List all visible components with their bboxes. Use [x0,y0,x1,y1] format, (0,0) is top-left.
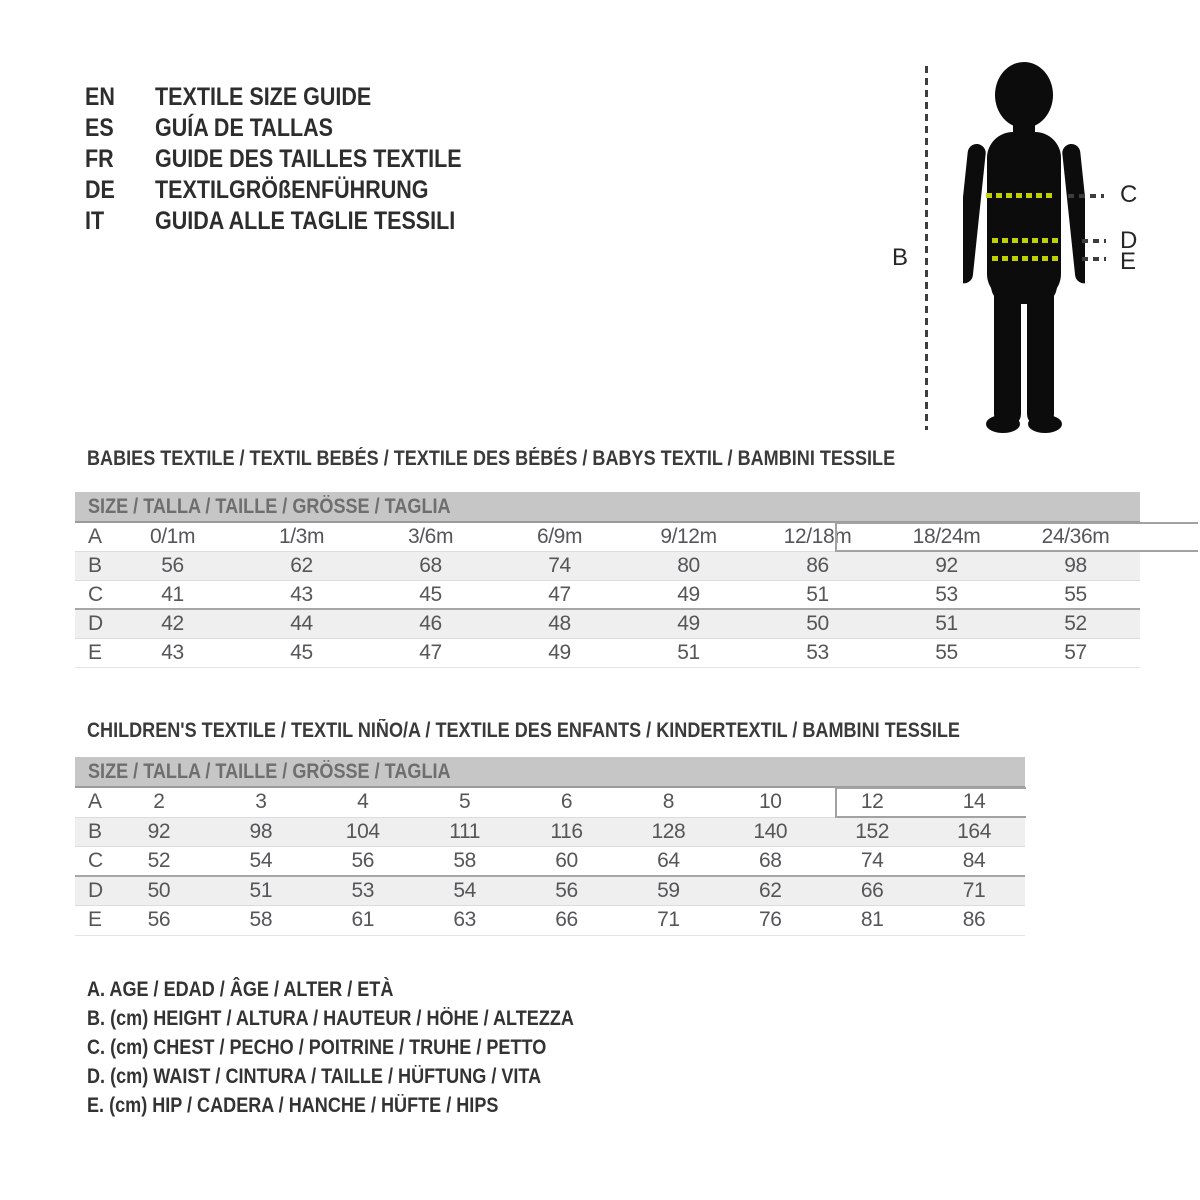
table-cell: 53 [806,641,829,664]
table-cell: 48 [548,612,571,635]
table-cell: 63 [453,908,476,932]
babies-section-title-text: BABIES TEXTILE / TEXTIL BEBÉS / TEXTILE DES BÉBÉS / BABYS TEXTIL / BAMBINI TESSILE [87,447,896,470]
table-cell: 43 [290,582,313,606]
table-cell: 56 [161,554,184,577]
table-cell: 45 [290,641,313,664]
table-cell: 68 [419,554,442,577]
language-title: GUIDA ALLE TAGLIE TESSILI [155,207,456,235]
table-cell: 68 [759,848,782,872]
table-cell: 59 [657,878,680,902]
chest-label: C [1120,181,1138,208]
legend-waist [87,1062,653,1091]
table-cell: 128 [651,819,686,843]
row-label: A [88,525,102,548]
table-cell: 56 [147,908,171,932]
hip-leader-line [1082,257,1106,261]
babies-section-title [87,447,1027,471]
language-row-de [85,175,512,206]
table-cell: 2 [153,790,165,814]
legend-height-text: B. (cm) HEIGHT / ALTURA / HAUTEUR / HÖHE / ALTEZZA [87,1006,574,1030]
table-cell: 3 [255,790,267,814]
table-cell: 52 [147,848,171,872]
table-cell: 1/3m [278,525,325,548]
row-label: E [88,641,102,664]
child-silhouette-figure [963,62,1085,434]
table-cell: 58 [453,848,476,872]
table-cell: 10 [759,790,782,814]
children-size-highlight-box [835,787,1026,818]
table-cell: 6 [560,790,573,814]
row-label: C [88,848,103,872]
table-cell: 55 [935,641,958,664]
legend-age-text: A. AGE / EDAD / ÂGE / ALTER / ETÀ [87,977,394,1001]
table-row-hip [75,906,1025,936]
table-cell: 92 [935,554,958,577]
table-cell: 14 [962,790,986,814]
language-title: GUÍA DE TALLAS [155,114,333,142]
table-cell: 12 [860,790,884,814]
table-cell: 56 [351,848,374,872]
table-row-chest [75,847,1025,877]
table-row-height [75,818,1025,848]
language-title: TEXTILGRÖßENFÜHRUNG [155,176,429,204]
table-cell: 57 [1064,641,1087,664]
table-cell: 50 [147,878,171,902]
table-cell: 9/12m [660,525,717,548]
table-cell: 44 [290,612,313,635]
table-cell: 56 [555,878,578,902]
babies-size-header-bar [75,492,1140,523]
table-cell: 80 [677,554,700,577]
children-section-title-text: CHILDREN'S TEXTILE / TEXTIL NIÑO/A / TEXTILE DES ENFANTS / KINDERTEXTIL / BAMBINI TESSILE [87,719,960,742]
language-code: FR [85,145,114,173]
babies-size-highlight-box [835,522,1198,552]
table-cell: 98 [1064,554,1087,577]
table-row-chest [75,581,1140,610]
table-cell: 74 [860,848,884,872]
table-cell: 60 [555,848,578,872]
row-label: B [88,554,102,577]
legend-waist-text: D. (cm) WAIST / CINTURA / TAILLE / HÜFTUNG / VITA [87,1064,542,1088]
table-cell: 18/24m [912,525,981,548]
table-cell: 64 [657,848,680,872]
language-title-list [85,82,512,237]
table-cell: 66 [555,908,578,932]
table-cell: 51 [806,582,829,606]
hip-measure-line [992,256,1060,261]
table-cell: 5 [458,790,471,814]
table-cell: 58 [249,908,273,932]
chest-measure-line [986,193,1054,198]
table-cell: 50 [806,612,829,635]
table-cell: 98 [249,819,273,843]
table-cell: 49 [677,582,700,606]
language-row-en [85,82,512,113]
language-code: ES [85,114,114,142]
table-cell: 86 [806,554,829,577]
table-cell: 74 [548,554,571,577]
table-cell: 53 [935,582,958,606]
row-label: D [88,878,103,902]
table-cell: 43 [161,641,184,664]
language-code: DE [85,176,115,204]
waist-leader-line [1082,239,1106,243]
table-cell: 71 [657,908,680,932]
row-label: B [88,819,102,843]
table-cell: 3/6m [407,525,454,548]
table-cell: 55 [1064,582,1087,606]
table-cell: 6/9m [536,525,583,548]
table-cell: 104 [345,819,380,843]
table-cell: 86 [962,908,986,932]
chest-leader-line [1068,194,1104,198]
row-label: E [88,908,102,932]
table-cell: 84 [962,848,986,872]
row-label: C [88,582,103,606]
table-row-waist [75,877,1025,907]
language-title: TEXTILE SIZE GUIDE [155,83,372,111]
height-dotted-line [925,66,928,430]
table-cell: 62 [290,554,313,577]
table-cell: 62 [759,878,782,902]
table-cell: 76 [759,908,782,932]
table-cell: 51 [249,878,273,902]
table-cell: 140 [753,819,788,843]
table-cell: 42 [161,612,184,635]
table-cell: 51 [935,612,958,635]
table-cell: 152 [855,819,890,843]
table-cell: 53 [351,878,374,902]
table-cell: 8 [662,790,675,814]
table-cell: 92 [147,819,171,843]
language-row-es [85,113,512,144]
legend-hip-text: E. (cm) HIP / CADERA / HANCHE / HÜFTE / HIPS [87,1093,499,1117]
legend-height [87,1004,653,1033]
waist-measure-line [992,238,1058,243]
language-row-it [85,206,512,237]
table-cell: 116 [550,819,583,843]
table-cell: 54 [453,878,476,902]
table-cell: 71 [962,878,986,902]
table-cell: 66 [860,878,884,902]
table-cell: 164 [957,819,991,843]
table-cell: 81 [860,908,884,932]
babies-size-header-text: SIZE / TALLA / TAILLE / GRÖSSE / TAGLIA [88,495,451,518]
language-row-fr [85,144,512,175]
table-cell: 52 [1064,612,1087,635]
table-cell: 49 [548,641,571,664]
children-size-header-text: SIZE / TALLA / TAILLE / GRÖSSE / TAGLIA [88,760,451,783]
table-row-hip [75,639,1140,668]
table-cell: 51 [677,641,700,664]
table-row-height [75,552,1140,581]
language-title: GUIDE DES TAILLES TEXTILE [155,145,462,173]
hip-label: E [1120,248,1137,275]
table-cell: 49 [677,612,700,635]
legend-hip [87,1091,653,1120]
table-cell: 12/18m [783,525,852,548]
children-section-title [87,719,1102,743]
waist-label: D [1120,227,1138,254]
table-cell: 24/36m [1041,525,1110,548]
table-cell: 41 [161,582,184,606]
table-cell: 45 [419,582,442,606]
table-cell: 0/1m [149,525,196,548]
language-code: EN [85,83,115,111]
table-row-waist [75,610,1140,639]
measurement-legend [87,975,653,1120]
legend-chest-text: C. (cm) CHEST / PECHO / POITRINE / TRUHE / PETTO [87,1035,547,1059]
table-cell: 4 [357,790,369,814]
children-size-header-bar [75,757,1025,788]
height-label: B [892,244,909,271]
row-label: A [88,790,102,814]
table-cell: 46 [419,612,442,635]
legend-age [87,975,653,1004]
legend-chest [87,1033,653,1062]
table-cell: 54 [249,848,273,872]
table-cell: 111 [449,819,480,843]
table-cell: 61 [351,908,374,932]
row-label: D [88,612,103,635]
language-code: IT [85,207,105,235]
table-cell: 47 [419,641,442,664]
table-cell: 47 [548,582,571,606]
